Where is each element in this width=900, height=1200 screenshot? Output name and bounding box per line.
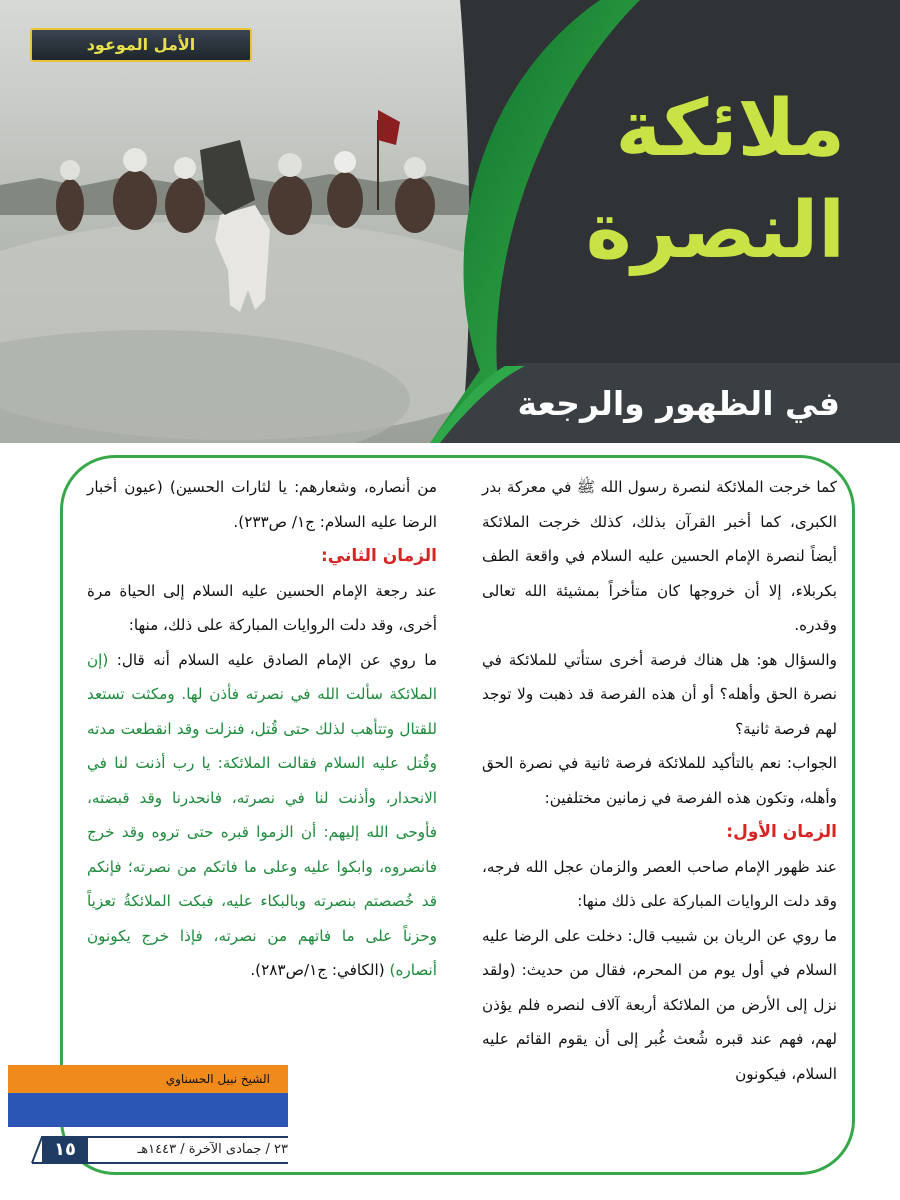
article-column-right bbox=[482, 470, 837, 1091]
paragraph-with-quote bbox=[87, 643, 437, 988]
author-byline bbox=[8, 1065, 288, 1127]
page-number: ١٥ bbox=[42, 1137, 88, 1163]
title-line-1: ملائكة bbox=[615, 84, 845, 174]
paragraph: الجواب: نعم بالتأكيد للملائكة فرصة ثانية في نصرة الحق وأهله، وتكون هذه الفرصة في زمانين مختلفين: bbox=[482, 754, 837, 807]
issue-info: ٢٣ / جمادى الآخرة / ١٤٤٣هـ bbox=[137, 1142, 288, 1157]
section-heading: الزمان الأول: bbox=[726, 822, 837, 842]
citation: (الكافي: ج١/ص٢٨٣). bbox=[250, 961, 385, 979]
paragraph: والسؤال هو: هل هناك فرصة أخرى ستأتي للملائكة في نصرة الحق وأهله؟ أو أن هذه الفرصة قد ذهبت ولا توجد لهم فرصة ثانية؟ bbox=[482, 650, 837, 738]
paragraph: ما روي عن الريان بن شبيب قال: دخلت على الرضا عليه السلام في أول يوم من المحرم، فقال من حديث: (ولقد نزل إلى الأرض من الملائكة أربعة آلاف لنصره فلم يؤذن لهم، فهم عند قبره شُعث غُبر إلى أن يقوم القائم عليه السلام، فيكونون bbox=[482, 926, 837, 1083]
quote-intro: ما روي عن الإمام الصادق عليه السلام أنه قال: bbox=[108, 650, 437, 669]
paragraph: عند ظهور الإمام صاحب العصر والزمان عجل الله فرجه، وقد دلت الروايات المباركة على ذلك منها: bbox=[482, 857, 837, 910]
byline-color-block bbox=[8, 1093, 288, 1127]
author-name: الشيخ نبيل الحسناوي bbox=[8, 1065, 288, 1093]
title-line-2: النصرة bbox=[585, 186, 845, 276]
paragraph: من أنصاره، وشعارهم: يا لثارات الحسين) (عيون أخبار الرضا عليه السلام: ج١/ ص٢٣٣). bbox=[87, 478, 437, 531]
article-column-left bbox=[87, 470, 437, 988]
subtitle: في الظهور والرجعة bbox=[517, 384, 840, 423]
section-heading: الزمان الثاني: bbox=[320, 546, 437, 566]
paragraph: عند رجعة الإمام الحسين عليه السلام إلى الحياة مرة أخرى، وقد دلت الروايات المباركة على ذلك، منها: bbox=[87, 581, 437, 634]
paragraph: كما خرجت الملائكة لنصرة رسول الله ﷺ في معركة بدر الكبرى، كما أخبر القرآن بذلك، كذلك خرجت الملائكة أيضاً لنصرة الإمام الحسين عليه السلام في واقعة الطف بكربلاء، إلا أن خروجها كان متأخراً بمشيئة الله تعالى وقدره. bbox=[482, 478, 837, 634]
hadith-quote: (إن الملائكة سألت الله في نصرته فأذن لها. ومكثت تستعد للقتال وتتأهب لذلك حتى قُتل، فنزلت وقد انقطعت مدته وقُتل عليه السلام فقالت الملائكة: يا رب أذنت لنا في الانحدار، وأذنت لنا في نصرته، فانحدرنا وقد قبضته، فأوحى الله إليهم: أن الزموا قبره حتى تروه وقد خرج فانصروه، وابكوا عليه وعلى ما فاتكم من نصرته؛ فإنكم قد خُصصتم بنصرته وبالبكاء عليه، فبكت الملائكةُ تعزياً وحزناً على ما فاتهم من نصرته، فإذا خرج يكونون أنصاره) bbox=[87, 650, 437, 979]
section-tag: الأمل الموعود bbox=[30, 28, 252, 62]
